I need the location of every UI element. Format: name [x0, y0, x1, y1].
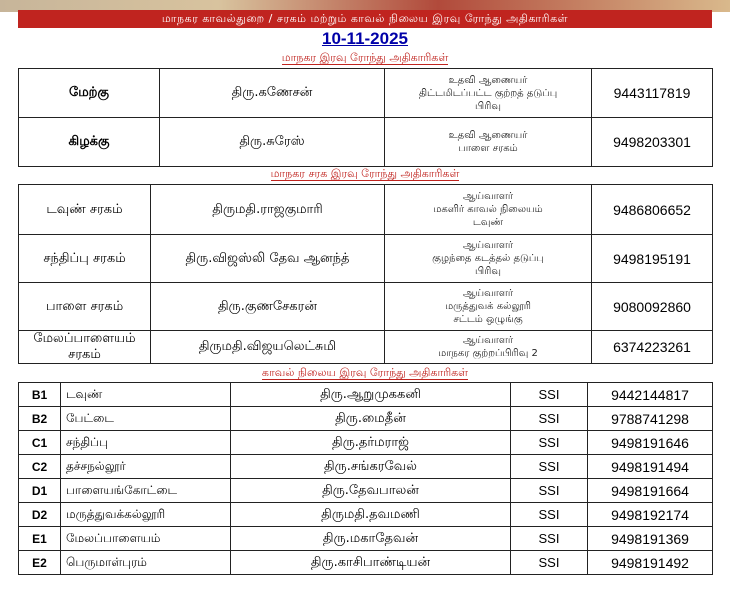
station-code-cell: E2	[19, 551, 61, 575]
designation-line: திட்டமிடப்பட்ட குற்றத் தடுப்பு	[418, 87, 558, 99]
range-section-heading-text: மாநகர சரக இரவு ரோந்து அதிகாரிகள்	[270, 167, 460, 180]
rank-cell: SSI	[511, 551, 588, 575]
designation-line: மாநகர குற்றப்பிரிவு 2	[438, 348, 538, 359]
document-title: மாநகர காவல்துறை / சரகம் மற்றும் காவல் நிலைய இரவு ரோந்து அதிகாரிகள்	[18, 10, 712, 28]
phone-cell: 9498192174	[588, 503, 713, 527]
report-date-text: 10-11-2025	[321, 29, 409, 48]
designation-cell	[385, 235, 592, 283]
phone-cell: 9498191492	[588, 551, 713, 575]
station-code-cell: E1	[19, 527, 61, 551]
station-name-cell: மேலப்பாளையம்	[61, 527, 231, 551]
table-row	[19, 503, 713, 527]
phone-cell: 9498191646	[588, 431, 713, 455]
range-officers-table	[18, 184, 713, 364]
phone-cell: 9498195191	[592, 235, 713, 283]
officer-name-cell: திரு.சுரேஸ்	[160, 118, 385, 167]
designation-line: பாளை சரகம்	[458, 143, 518, 154]
range-name-cell: பாளை சரகம்	[19, 283, 151, 331]
table-row	[19, 479, 713, 503]
designation-line: உதவி ஆணையர்	[448, 130, 528, 141]
table-row	[19, 551, 713, 575]
designation-line: ஆய்வாளர்	[462, 288, 514, 299]
officer-name-cell: திரு.மகாதேவன்	[231, 527, 511, 551]
phone-cell: 9498191494	[588, 455, 713, 479]
area-cell: கிழக்கு	[19, 118, 160, 167]
designation-cell	[385, 283, 592, 331]
officer-name-cell: திரு.தேவபாலன்	[231, 479, 511, 503]
table-row	[19, 383, 713, 407]
station-name-cell: டவுண்	[61, 383, 231, 407]
report-date	[0, 29, 730, 49]
table-row	[19, 69, 713, 118]
city-section-heading-text: மாநகர இரவு ரோந்து அதிகாரிகள்	[281, 51, 449, 64]
officer-name-cell: திரு.தர்மராஜ்	[231, 431, 511, 455]
designation-line: ஆய்வாளர்	[462, 240, 514, 251]
officer-name-cell: திரு.காசிபாண்டியன்	[231, 551, 511, 575]
station-code-cell: C2	[19, 455, 61, 479]
station-code-cell: D2	[19, 503, 61, 527]
table-row	[19, 185, 713, 235]
officer-name-cell: திருமதி.விஜயலெட்சுமி	[151, 331, 385, 364]
station-code-cell: C1	[19, 431, 61, 455]
designation-line: ஆய்வாளர்	[462, 191, 514, 202]
officer-name-cell: திரு.மைதீன்	[231, 407, 511, 431]
station-section-heading-text: காவல் நிலைய இரவு ரோந்து அதிகாரிகள்	[261, 366, 469, 379]
table-row	[19, 331, 713, 364]
station-name-cell: பாளையங்கோட்டை	[61, 479, 231, 503]
area-cell: மேற்கு	[19, 69, 160, 118]
city-officers-table	[18, 68, 713, 167]
table-row	[19, 407, 713, 431]
phone-cell: 9498191369	[588, 527, 713, 551]
officer-name-cell: திரு.குணசேகரன்	[151, 283, 385, 331]
officer-name-cell: திரு.விஜஸ்லி தேவ ஆனந்த்	[151, 235, 385, 283]
designation-line: சட்டம் ஒழுங்கு	[453, 314, 523, 325]
range-section-heading	[18, 166, 712, 182]
officer-name-cell: திரு.ஆறுமுககனி	[231, 383, 511, 407]
phone-cell: 9486806652	[592, 185, 713, 235]
station-officers-table	[18, 382, 713, 575]
station-name-cell: மருத்துவக்கல்லூரி	[61, 503, 231, 527]
designation-line: உதவி ஆணையர்	[448, 74, 528, 86]
station-name-cell: பேட்டை	[61, 407, 231, 431]
designation-line: குழந்தை கடத்தல் தடுப்பு	[432, 253, 544, 264]
station-section-heading	[18, 365, 712, 381]
designation-line: டவுண்	[472, 217, 504, 228]
table-row	[19, 235, 713, 283]
rank-cell: SSI	[511, 503, 588, 527]
table-row	[19, 118, 713, 167]
station-code-cell: B2	[19, 407, 61, 431]
rank-cell: SSI	[511, 431, 588, 455]
designation-cell	[385, 331, 592, 364]
rank-cell: SSI	[511, 407, 588, 431]
designation-cell	[385, 185, 592, 235]
officer-name-cell: திருமதி.ராஜகுமாரி	[151, 185, 385, 235]
phone-cell: 9788741298	[588, 407, 713, 431]
range-name-cell: டவுண் சரகம்	[19, 185, 151, 235]
phone-cell: 9443117819	[592, 69, 713, 118]
officer-name-cell: திருமதி.தவமணி	[231, 503, 511, 527]
phone-cell: 9498191664	[588, 479, 713, 503]
range-name-cell: மேலப்பாளையம் சரகம்	[19, 331, 151, 364]
officer-name-cell: திரு.கணேசன்	[160, 69, 385, 118]
station-name-cell: பெருமாள்புரம்	[61, 551, 231, 575]
designation-cell	[385, 118, 592, 167]
designation-cell	[385, 69, 592, 118]
rank-cell: SSI	[511, 527, 588, 551]
designation-line: பிரிவு	[475, 266, 501, 277]
designation-line: பிரிவு	[475, 100, 501, 112]
rank-cell: SSI	[511, 383, 588, 407]
range-name-cell: சந்திப்பு சரகம்	[19, 235, 151, 283]
phone-cell: 9442144817	[588, 383, 713, 407]
rank-cell: SSI	[511, 479, 588, 503]
designation-line: ஆய்வாளர்	[462, 335, 514, 346]
table-row	[19, 455, 713, 479]
station-code-cell: D1	[19, 479, 61, 503]
designation-line: மகளிர் காவல் நிலையம்	[433, 204, 543, 215]
phone-cell: 6374223261	[592, 331, 713, 364]
designation-line: மருத்துவக் கல்லூரி	[445, 301, 531, 312]
phone-cell: 9498203301	[592, 118, 713, 167]
station-name-cell: தச்சநல்லூர்	[61, 455, 231, 479]
rank-cell: SSI	[511, 455, 588, 479]
table-row	[19, 283, 713, 331]
phone-cell: 9080092860	[592, 283, 713, 331]
table-row	[19, 431, 713, 455]
station-name-cell: சந்திப்பு	[61, 431, 231, 455]
officer-name-cell: திரு.சங்கரவேல்	[231, 455, 511, 479]
table-row	[19, 527, 713, 551]
station-code-cell: B1	[19, 383, 61, 407]
city-section-heading	[18, 50, 712, 66]
